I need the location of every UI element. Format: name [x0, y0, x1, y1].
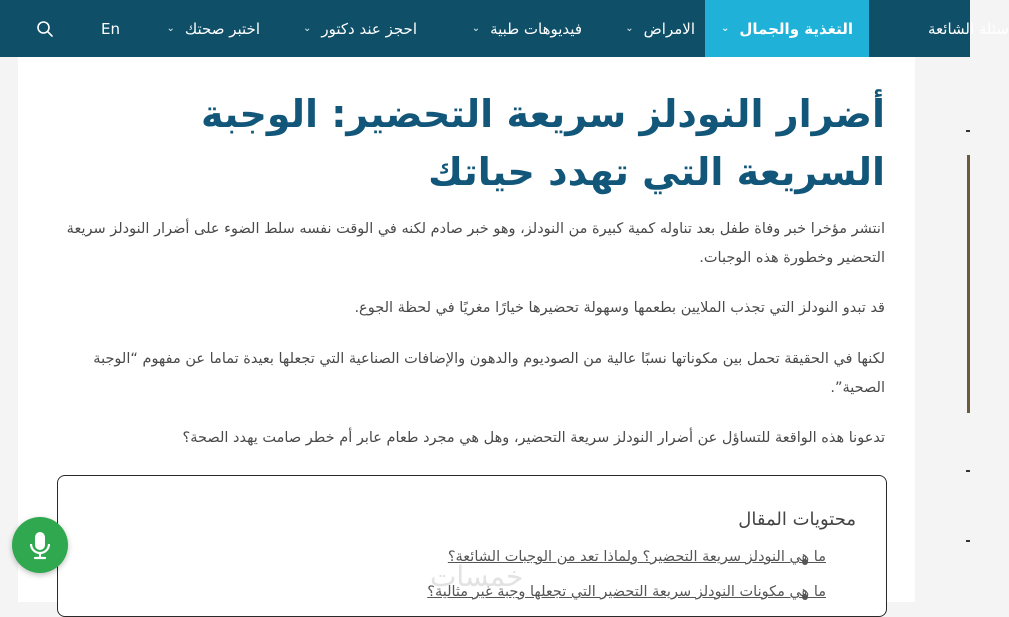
chevron-down-icon: ⌄	[166, 23, 175, 34]
nav-item-label: التغذية والجمال	[739, 19, 853, 38]
voice-search-button[interactable]	[12, 517, 68, 573]
watermark-logo: خمسات	[430, 560, 524, 593]
toc-link[interactable]: ما هي مكونات النودلز سريعة التحضير التي تجعلها وجبة غير مثالية؟	[427, 584, 826, 600]
table-of-contents	[57, 475, 887, 617]
nav-item-book-doctor[interactable]	[287, 0, 417, 57]
language-switch[interactable]	[90, 0, 120, 57]
toc-link[interactable]: ما هي النودلز سريعة التحضير؟ ولماذا تعد من الوجبات الشائعة؟	[447, 549, 826, 565]
article-paragraph: لكنها في الحقيقة تحمل بين مكوناتها نسبًا عالية من الصوديوم والدهون والإضافات الصناعية التي تجعلها بعيدة تماما عن مفهوم “الوجبة الصحية”.	[93, 351, 885, 396]
microphone-icon	[12, 517, 68, 573]
nav-item-nutrition-beauty[interactable]	[705, 0, 869, 57]
nav-item-faq[interactable]	[889, 0, 1009, 57]
nav-item-test-health[interactable]	[150, 0, 260, 57]
article-paragraph: انتشر مؤخرا خبر وفاة طفل بعد تناوله كمية كبيرة من النودلز، وهو خبر صادم لكنه في الوقت نفسه سلط الضوء على أضرار النودلز سريعة التحضير وخطورة هذه الوجبات.	[66, 221, 885, 266]
nav-item-diseases[interactable]	[615, 0, 695, 57]
chevron-down-icon: ⌄	[302, 23, 312, 34]
language-label: En	[101, 19, 120, 38]
article-card	[18, 57, 915, 602]
sidebar-image	[967, 155, 970, 413]
chevron-down-icon: ⌄	[471, 23, 481, 34]
article-paragraph: تدعونا هذه الواقعة للتساؤل عن أضرار النودلز سريعة التحضير، وهل هي مجرد طعام عابر أم خطر صامت يهدد الصحة؟	[182, 430, 885, 446]
nav-item-label: سئلة الشائعة	[927, 19, 1009, 38]
search-icon[interactable]	[36, 20, 54, 38]
top-navigation	[0, 0, 1009, 57]
article-title: أضرار النودلز سريعة التحضير: الوجبة السريعة التي تهدد حياتك	[200, 92, 885, 194]
nav-item-label: الامراض	[643, 19, 695, 38]
sidebar-divider	[966, 130, 970, 132]
nav-item-label: فيديوهات طبية	[490, 19, 582, 38]
toc-title: محتويات المقال	[738, 509, 856, 530]
nav-item-label: احجز عند دكتور	[321, 19, 417, 38]
chevron-down-icon: ⌄	[721, 23, 730, 34]
nav-item-label: اختبر صحتك	[184, 19, 260, 38]
chevron-down-icon: ⌄	[625, 23, 634, 34]
sidebar-divider	[966, 470, 970, 472]
nav-item-medical-videos[interactable]	[452, 0, 582, 57]
sidebar-divider	[966, 540, 970, 542]
article-paragraph: قد تبدو النودلز التي تجذب الملايين بطعمها وسهولة تحضيرها خيارًا مغريًا في لحظة الجوع.	[354, 300, 885, 316]
